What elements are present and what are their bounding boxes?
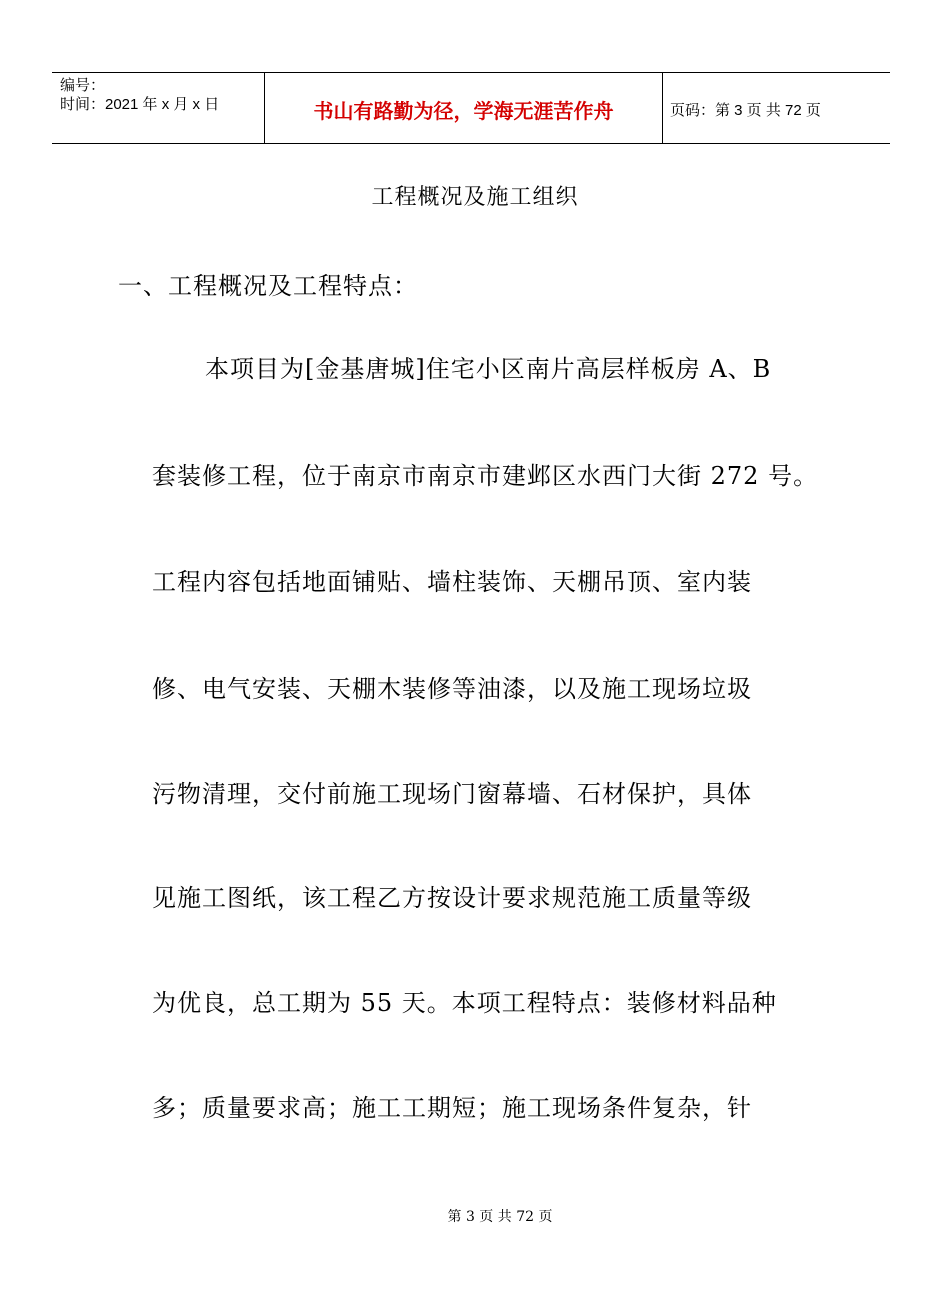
header-divider (662, 73, 663, 143)
header-page-code: 页码：第 3 页 共 72 页 (670, 101, 821, 119)
section-heading: 一、工程概况及工程特点： (118, 272, 418, 300)
page-header (52, 72, 890, 144)
paragraph-line: 见施工图纸，该工程乙方按设计要求规范施工质量等级 (152, 884, 752, 912)
paragraph-line: 本项目为[金基唐城]住宅小区南片高层样板房 A、B (205, 355, 772, 383)
paragraph-line: 套装修工程，位于南京市南京市建邺区水西门大街 272 号。 (152, 462, 819, 490)
header-time-label: 时间：2021 年 x 月 x 日 (60, 96, 220, 113)
paragraph-line: 为优良，总工期为 55 天。本项工程特点：装修材料品种 (152, 989, 777, 1017)
header-number-label: 编号： (60, 77, 106, 94)
paragraph-line: 修、电气安装、天棚木装修等油漆，以及施工现场垃圾 (152, 675, 752, 703)
paragraph-line: 工程内容包括地面铺贴、墙柱装饰、天棚吊顶、室内装 (152, 568, 752, 596)
header-motto: 书山有路勤为径，学海无涯苦作舟 (313, 98, 614, 123)
paragraph-line: 多；质量要求高；施工工期短；施工现场条件复杂，针 (152, 1094, 752, 1122)
page-footer: 第 3 页 共 72 页 (447, 1209, 553, 1225)
paragraph-line: 污物清理，交付前施工现场门窗幕墙、石材保护，具体 (152, 780, 752, 808)
document-title: 工程概况及施工组织 (371, 185, 579, 210)
